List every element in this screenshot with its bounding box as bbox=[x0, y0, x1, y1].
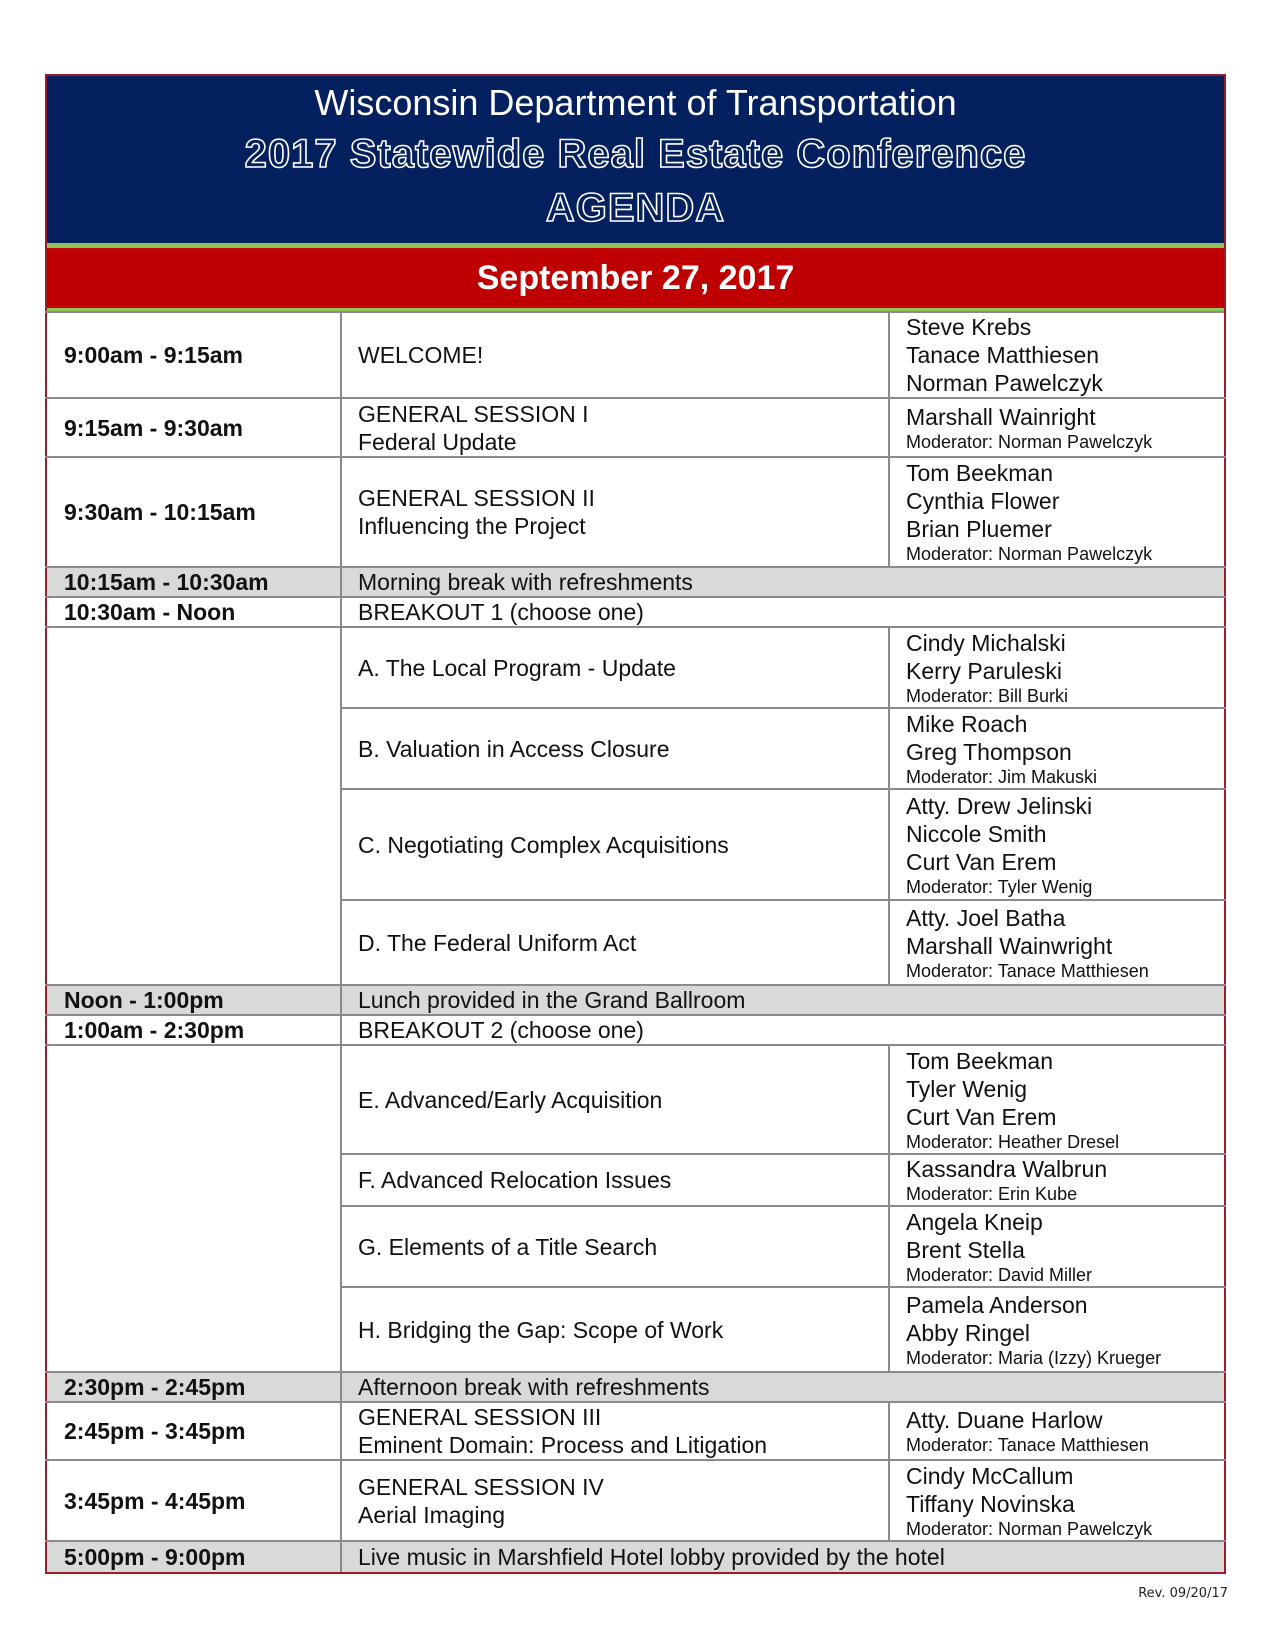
breakout-option: A. The Local Program - Update bbox=[341, 627, 889, 708]
time-cell: 9:30am - 10:15am bbox=[46, 457, 341, 567]
speaker: Angela Kneip bbox=[906, 1208, 1043, 1235]
speakers-cell bbox=[889, 1045, 1225, 1154]
table-row bbox=[46, 1460, 1225, 1541]
breakout-header-row bbox=[46, 597, 1225, 627]
time-cell: Noon - 1:00pm bbox=[46, 985, 341, 1015]
table-row bbox=[46, 457, 1225, 567]
moderator: Moderator: Tyler Wenig bbox=[906, 876, 1093, 897]
speaker: Cindy Michalski bbox=[906, 629, 1066, 656]
evening-text: Live music in Marshfield Hotel lobby provided by the hotel bbox=[341, 1541, 1225, 1573]
moderator: Moderator: Jim Makuski bbox=[906, 766, 1098, 787]
table-row bbox=[46, 1045, 1225, 1154]
speaker: Brent Stella bbox=[906, 1236, 1025, 1263]
speakers-cell bbox=[889, 398, 1225, 457]
speaker: Kassandra Walbrun bbox=[906, 1156, 1108, 1182]
session-cell bbox=[341, 1460, 889, 1541]
speaker: Tom Beekman bbox=[906, 1047, 1054, 1074]
speaker: Cynthia Flower bbox=[906, 488, 1060, 514]
time-cell: 2:45pm - 3:45pm bbox=[46, 1402, 341, 1460]
time-cell: 10:15am - 10:30am bbox=[46, 567, 341, 597]
agenda-label: AGENDA bbox=[545, 186, 726, 230]
session-cell: WELCOME! bbox=[341, 312, 889, 398]
speaker: Kerry Paruleski bbox=[906, 657, 1062, 684]
breakout-label: BREAKOUT 1 (choose one) bbox=[341, 597, 1225, 627]
moderator: Moderator: Erin Kube bbox=[906, 1184, 1078, 1204]
table-row bbox=[46, 627, 1225, 708]
speaker: Curt Van Erem bbox=[906, 1103, 1057, 1130]
speaker: Pamela Anderson bbox=[906, 1291, 1088, 1318]
speaker: Atty. Drew Jelinski bbox=[906, 792, 1093, 819]
session-title: GENERAL SESSION I bbox=[358, 400, 589, 427]
lunch-row bbox=[46, 985, 1225, 1015]
session-subtitle: Influencing the Project bbox=[358, 513, 586, 539]
table-row bbox=[46, 1402, 1225, 1460]
speaker: Marshall Wainwright bbox=[906, 932, 1113, 959]
speaker: Greg Thompson bbox=[906, 738, 1072, 765]
speakers-cell bbox=[889, 1460, 1225, 1541]
breakout-option: E. Advanced/Early Acquisition bbox=[341, 1045, 889, 1154]
moderator: Moderator: Norman Pawelczyk bbox=[906, 544, 1153, 564]
speaker: Atty. Duane Harlow bbox=[906, 1407, 1103, 1433]
moderator: Moderator: Bill Burki bbox=[906, 685, 1069, 706]
time-cell: 9:00am - 9:15am bbox=[46, 312, 341, 398]
speaker: Tyler Wenig bbox=[906, 1075, 1028, 1102]
agenda-header bbox=[45, 74, 1226, 313]
speakers-cell bbox=[889, 627, 1225, 708]
breakout-option: H. Bridging the Gap: Scope of Work bbox=[341, 1287, 889, 1372]
speaker: Tom Beekman bbox=[906, 460, 1054, 486]
speaker: Cindy McCallum bbox=[906, 1462, 1074, 1489]
session-title: GENERAL SESSION III bbox=[358, 1404, 602, 1430]
speaker: Niccole Smith bbox=[906, 820, 1047, 847]
speaker: Curt Van Erem bbox=[906, 848, 1057, 875]
table-row bbox=[46, 312, 1225, 398]
speaker: Tanace Matthiesen bbox=[906, 342, 1100, 368]
breakout-option: C. Negotiating Complex Acquisitions bbox=[341, 789, 889, 900]
header-banner bbox=[47, 76, 1224, 243]
speakers-cell bbox=[889, 1154, 1225, 1206]
speaker: Abby Ringel bbox=[906, 1319, 1031, 1346]
breakout-header-row bbox=[46, 1015, 1225, 1045]
time-cell: 10:30am - Noon bbox=[46, 597, 341, 627]
speaker: Mike Roach bbox=[906, 710, 1028, 737]
session-subtitle: Aerial Imaging bbox=[358, 1501, 506, 1528]
time-cell: 3:45pm - 4:45pm bbox=[46, 1460, 341, 1541]
break-row bbox=[46, 1372, 1225, 1402]
agenda-table bbox=[45, 311, 1226, 1574]
session-title: GENERAL SESSION II bbox=[358, 485, 595, 511]
speaker: Atty. Joel Batha bbox=[906, 904, 1066, 931]
moderator: Moderator: Tanace Matthiesen bbox=[906, 960, 1149, 981]
breakout-option: D. The Federal Uniform Act bbox=[341, 900, 889, 985]
break-text: Morning break with refreshments bbox=[341, 567, 1225, 597]
moderator: Moderator: David Miller bbox=[906, 1264, 1093, 1285]
time-cell: 2:30pm - 2:45pm bbox=[46, 1372, 341, 1402]
session-subtitle: Federal Update bbox=[358, 428, 517, 455]
speaker: Brian Pluemer bbox=[906, 516, 1052, 542]
speakers-cell bbox=[889, 900, 1225, 985]
empty-time-cell bbox=[46, 627, 341, 985]
session-cell bbox=[341, 1402, 889, 1460]
date-banner: September 27, 2017 bbox=[47, 248, 1224, 308]
time-cell: 1:00am - 2:30pm bbox=[46, 1015, 341, 1045]
speaker: Tiffany Novinska bbox=[906, 1490, 1075, 1517]
speakers-cell bbox=[889, 708, 1225, 789]
time-cell: 5:00pm - 9:00pm bbox=[46, 1541, 341, 1573]
breakout-option: G. Elements of a Title Search bbox=[341, 1206, 889, 1287]
speaker: Steve Krebs bbox=[906, 314, 1032, 340]
speakers-cell bbox=[889, 789, 1225, 900]
revision-date: Rev. 09/20/17 bbox=[1138, 1586, 1228, 1601]
speaker: Marshall Wainright bbox=[906, 403, 1096, 430]
session-cell bbox=[341, 398, 889, 457]
speakers-cell bbox=[889, 1206, 1225, 1287]
moderator: Moderator: Norman Pawelczyk bbox=[906, 1518, 1153, 1539]
breakout-option: B. Valuation in Access Closure bbox=[341, 708, 889, 789]
lunch-text: Lunch provided in the Grand Ballroom bbox=[341, 985, 1225, 1015]
org-name: Wisconsin Department of Transportation bbox=[314, 82, 957, 123]
evening-row bbox=[46, 1541, 1225, 1573]
moderator: Moderator: Heather Dresel bbox=[906, 1131, 1120, 1152]
speakers-cell bbox=[889, 457, 1225, 567]
time-cell: 9:15am - 9:30am bbox=[46, 398, 341, 457]
speakers-cell bbox=[889, 1287, 1225, 1372]
moderator: Moderator: Norman Pawelczyk bbox=[906, 431, 1153, 452]
moderator: Moderator: Tanace Matthiesen bbox=[906, 1435, 1149, 1455]
break-text: Afternoon break with refreshments bbox=[341, 1372, 1225, 1402]
session-subtitle: Eminent Domain: Process and Litigation bbox=[358, 1432, 768, 1458]
breakout-option: F. Advanced Relocation Issues bbox=[341, 1154, 889, 1206]
speakers-cell bbox=[889, 312, 1225, 398]
conference-title: 2017 Statewide Real Estate Conference bbox=[244, 132, 1027, 176]
break-row bbox=[46, 567, 1225, 597]
table-row bbox=[46, 398, 1225, 457]
session-cell bbox=[341, 457, 889, 567]
speakers-cell bbox=[889, 1402, 1225, 1460]
speaker: Norman Pawelczyk bbox=[906, 370, 1103, 396]
empty-time-cell bbox=[46, 1045, 341, 1372]
session-title: GENERAL SESSION IV bbox=[358, 1473, 604, 1500]
breakout-label: BREAKOUT 2 (choose one) bbox=[341, 1015, 1225, 1045]
moderator: Moderator: Maria (Izzy) Krueger bbox=[906, 1347, 1162, 1368]
